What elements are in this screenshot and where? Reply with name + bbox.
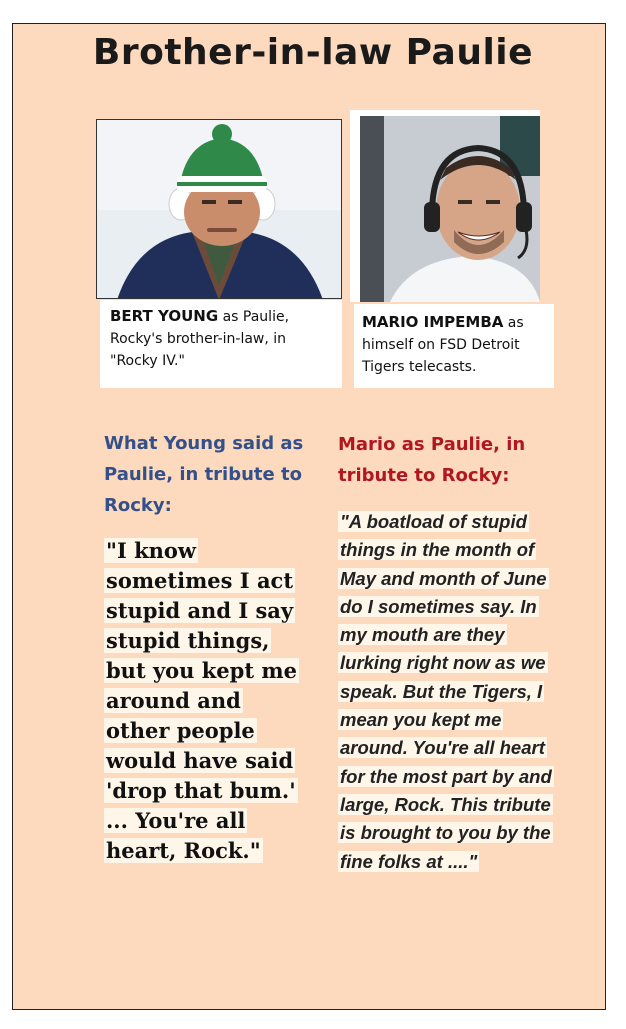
young-quote: [104, 536, 304, 866]
mario-impemba-caption: [354, 304, 554, 388]
young-heading: What Young said as Paulie, in tribute to Rocky:: [104, 433, 304, 516]
bert-young-caption-name: BERT YOUNG: [110, 307, 219, 325]
bert-young-caption-text: as Paulie, Rocky's brother-in-law, in "Rocky IV.": [110, 309, 290, 369]
mario-quote-text: "A boatload of stupid things in the month of May and month of June do I sometimes say. In my mouth are they lurking right now as we speak. But the Tigers, I mean you kept me around. You're all heart for the most part by and large, Rock. This tribute is brought to you by the fine folks at ....": [340, 511, 552, 872]
bert-young-photo: [96, 119, 342, 299]
mario-impemba-caption-name: MARIO IMPEMBA: [362, 313, 504, 331]
mario-impemba-caption-text: as himself on FSD Detroit Tigers telecasts.: [362, 315, 524, 375]
young-quote-text: "I know sometimes I act stupid and I say stupid things, but you kept me around and other people would have said 'drop that bum.' ... You're all heart, Rock.": [106, 538, 297, 863]
bert-young-caption: [100, 300, 342, 388]
page-title: Brother-in-law Paulie: [92, 32, 534, 73]
mario-heading: Mario as Paulie, in tribute to Rocky:: [338, 434, 526, 486]
mario-impemba-photo: [350, 110, 540, 302]
mario-quote: [338, 508, 553, 876]
